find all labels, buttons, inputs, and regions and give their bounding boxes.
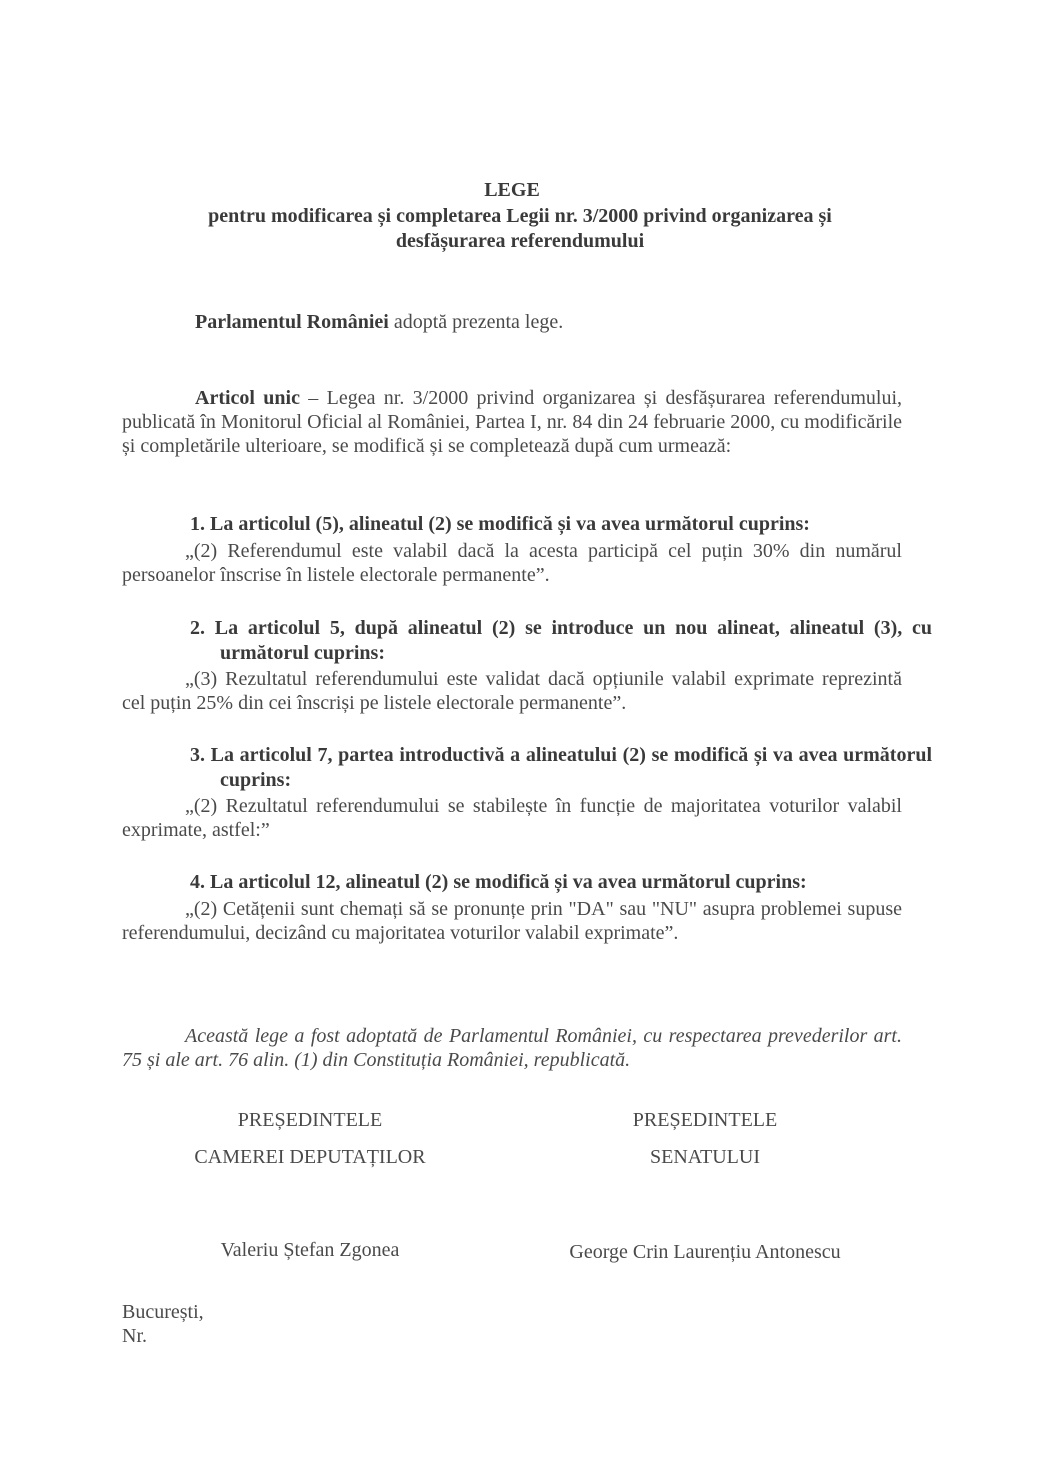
- footer: [122, 1300, 902, 1348]
- preamble: [122, 310, 902, 334]
- preamble-text: adoptă prezenta lege.: [388, 311, 564, 333]
- article-text: – Legea nr. 3/2000 privind organizarea și desfășurarea referendumului, publicată în Monitorul Oficial al României, Partea I, nr. 84 din 24 februarie 2000, cu modificările și completările ulterioare, se modifică și se completează după cum urmează:: [122, 387, 902, 457]
- document-title: LEGE: [484, 179, 540, 201]
- item-3-body: „(2) Rezultatul referendumului se stabilește în funcție de majoritatea voturilor valabil exprimate, astfel:”: [122, 795, 902, 841]
- signature-left-office: CAMEREI DEPUTAȚILOR: [194, 1146, 426, 1168]
- signature-right-name: George Crin Laurențiu Antonescu: [569, 1241, 841, 1263]
- signature-left-title: PREȘEDINTELE: [237, 1109, 383, 1131]
- subtitle-line-1: pentru modificarea și completarea Legii nr. 3/2000 privind organizarea și: [208, 205, 832, 227]
- item-3-heading: 3. La articolul 7, partea introductivă a alineatului (2) se modifică și va avea următorul cuprins:: [190, 744, 932, 791]
- item-4-body: „(2) Cetățenii sunt chemați să se pronunțe prin "DA" sau "NU" asupra problemei supuse referendumului, decizând cu majoritatea voturilor valabil exprimate”.: [122, 898, 902, 944]
- signature-right: [525, 1108, 885, 1169]
- preamble-bold: Parlamentul României: [195, 311, 389, 333]
- article-unic: [122, 386, 902, 458]
- closing-statement: Această lege a fost adoptată de Parlamentul României, cu respectarea prevederilor art. 75 și ale art. 76 alin. (1) din Constituția României, republicată.: [122, 1025, 902, 1071]
- signature-left-name: Valeriu Ștefan Zgonea: [220, 1239, 400, 1261]
- item-4-heading: 4. La articolul 12, alineatul (2) se modifică și va avea următorul cuprins:: [190, 871, 807, 893]
- item-1-body: „(2) Referendumul este valabil dacă la acesta participă cel puțin 30% din numărul persoanelor înscrise în listele electorale permanente”.: [122, 540, 902, 586]
- item-1-heading: 1. La articolul (5), alineatul (2) se modifică și va avea următorul cuprins:: [190, 513, 810, 535]
- signature-right-office: SENATULUI: [650, 1146, 760, 1168]
- footer-number: Nr.: [122, 1325, 147, 1347]
- subtitle-line-2: desfășurarea referendumului: [395, 230, 645, 252]
- document-subtitle: [150, 204, 890, 254]
- item-2-heading: 2. La articolul 5, după alineatul (2) se introduce un nou alineat, alineatul (3), cu următorul cuprins:: [190, 617, 932, 664]
- footer-place: București,: [122, 1301, 204, 1323]
- signature-right-title: PREȘEDINTELE: [632, 1109, 778, 1131]
- item-2-body: „(3) Rezultatul referendumului este validat dacă opțiunile valabil exprimate reprezintă cel puțin 25% din cei înscriși pe listele electorale permanente”.: [122, 668, 902, 714]
- article-label: Articol unic: [195, 387, 300, 409]
- signature-left: [130, 1108, 490, 1169]
